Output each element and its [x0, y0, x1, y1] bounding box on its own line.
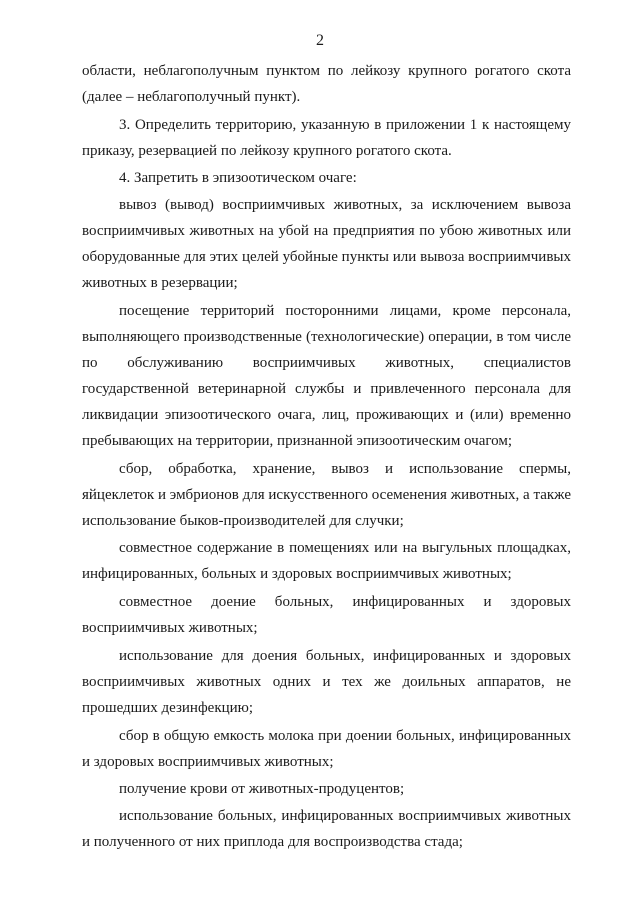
- paragraph-blood-collection: получение крови от животных-продуцентов;: [119, 781, 405, 797]
- paragraph-visit-ban: посещение территорий посторонними лицами, кроме персонала, выполняющего производственные (технологические) операции, в том числе по обслуживанию восприимчивых животных, специалистов государственной ветеринарной службы и привлеченного персонала для ликвидации эпизоотического очага, лиц, проживающих и (или) временно пребывающих на территории, признанной эпизоотическим очагом;: [82, 303, 571, 449]
- paragraph-breeding-ban: использование больных, инфицированных восприимчивых животных и полученного от них приплода для воспроизводства стада;: [82, 808, 571, 850]
- paragraph-export-ban: вывоз (вывод) восприимчивых животных, за исключением вывоза восприимчивых животных на убой на предприятия по убою животных или оборудованные для этих целей убойные пункты или вывоза восприимчивых животных в резервации;: [82, 197, 571, 291]
- paragraph-item-4: 4. Запретить в эпизоотическом очаге:: [119, 170, 357, 186]
- paragraph-continuation: области, неблагополучным пунктом по лейкозу крупного рогатого скота (далее – неблагополучный пункт).: [82, 63, 571, 105]
- paragraph-joint-milking: совместное доение больных, инфицированных и здоровых восприимчивых животных;: [82, 594, 571, 636]
- paragraph-sperm-ban: сбор, обработка, хранение, вывоз и использование спермы, яйцеклеток и эмбрионов для искусственного осеменения животных, а также использование быков-производителей для случки;: [82, 461, 571, 529]
- paragraph-milking-devices: использование для доения больных, инфицированных и здоровых восприимчивых животных одних и тех же доильных аппаратов, не прошедших дезинфекцию;: [82, 648, 571, 716]
- page-number: 2: [316, 32, 324, 49]
- document-body: [82, 58, 571, 855]
- paragraph-milk-collection: сбор в общую емкость молока при доении больных, инфицированных и здоровых восприимчивых животных;: [82, 728, 571, 770]
- paragraph-joint-keeping: совместное содержание в помещениях или на выгульных площадках, инфицированных, больных и здоровых восприимчивых животных;: [82, 540, 571, 582]
- paragraph-item-3: 3. Определить территорию, указанную в приложении 1 к настоящему приказу, резервацией по лейкозу крупного рогатого скота.: [82, 117, 571, 159]
